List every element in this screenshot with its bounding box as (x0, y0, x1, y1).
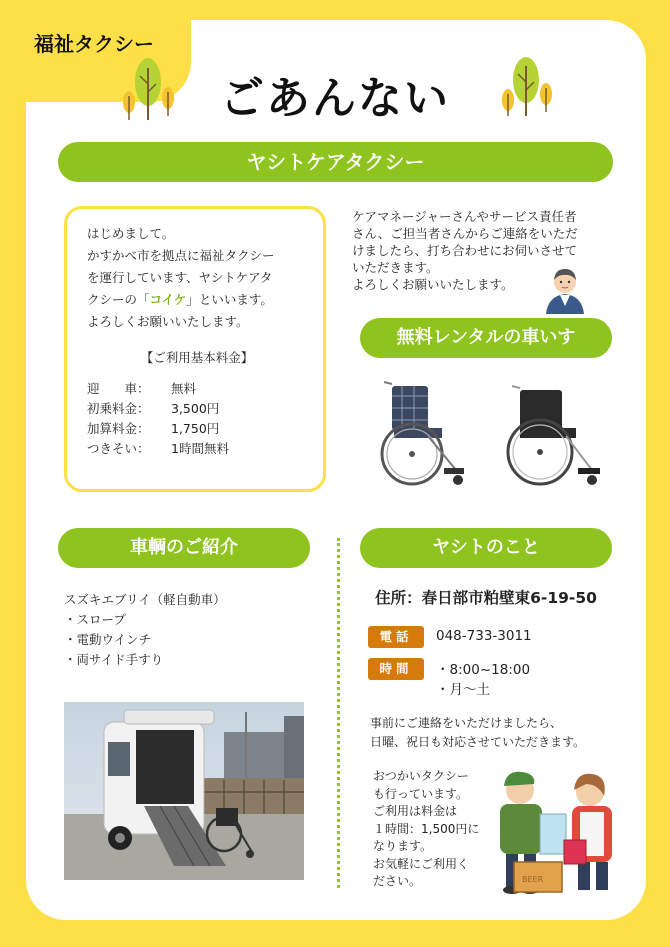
fees-title: 【ご利用基本料金】 (140, 350, 254, 365)
advance-note: 事前にご連絡をいただけましたら、 日曜、祝日も対応させていただきます。 (370, 716, 586, 749)
fee-row: 初乗料金： 3,500円 (87, 401, 220, 416)
name-highlight: コイケ (149, 292, 187, 307)
page-title: ごあんない (220, 73, 450, 124)
hours-value: ・8:00~18:00 ・月～土 (436, 662, 531, 698)
errand-illustration-icon (486, 766, 626, 898)
tel-value: 048-733-3011 (436, 628, 532, 644)
errand-text: おつかいタクシー も行っています。 ご利用は料金は １時間：1,500円に なります。 お気軽にご利用く ださい。 (373, 769, 480, 888)
fee-row: 加算料金： 1,750円 (87, 421, 220, 436)
tree-left-icon (118, 54, 182, 124)
address: 住所：春日部市粕壁東6-19-50 (375, 589, 597, 607)
vehicle-feature: ・電動ウインチ (64, 632, 152, 647)
box-label: BEER (522, 875, 544, 884)
rental-banner: 無料レンタルの車いす (360, 318, 612, 358)
fee-row: 迎 車： 無料 (87, 381, 197, 396)
vehicle-feature: ・両サイド手すり (64, 652, 164, 667)
vehicle-model: スズキエブリイ（軽自動車） (64, 592, 226, 607)
vehicle-banner: 車輌のご紹介 (58, 528, 310, 568)
company-banner: ヤシトケアタクシー (58, 142, 613, 182)
driver-illustration-icon (540, 262, 590, 314)
care-manager-text: ケアマネージャーさんやサービス責任者 さん、ご担当者さんからご連絡をいただ けましたら、打ち合わせにお伺いさせて いただきます。 よろしくお願いいたします。 (352, 209, 578, 292)
intro-line: かすかべ市を拠点に福祉タクシー (87, 248, 275, 263)
tel-label: 電話 (368, 626, 424, 648)
section-divider (337, 538, 340, 888)
intro-line: はじめまして。 (87, 226, 175, 241)
tree-right-icon (500, 54, 560, 120)
van-photo (64, 702, 304, 880)
intro-line: を運行しています、ヤシトケアタ (87, 270, 273, 285)
vehicle-feature: ・スロープ (64, 612, 126, 627)
fee-row: つきそい： 1時間無料 (87, 441, 229, 456)
wheelchair-black-icon (508, 386, 600, 485)
about-banner: ヤシトのこと (360, 528, 612, 568)
wheelchair-plaid-icon (382, 382, 464, 485)
intro-box (64, 206, 326, 492)
intro-line: クシーの「コイケ」といいます。 (87, 292, 273, 307)
vehicle-info (64, 590, 226, 670)
hours-label: 時間 (368, 658, 424, 680)
intro-line: よろしくお願いいたします。 (87, 314, 249, 329)
wheelchair-images (370, 380, 610, 492)
corner-label: 福祉タクシー (34, 32, 154, 56)
